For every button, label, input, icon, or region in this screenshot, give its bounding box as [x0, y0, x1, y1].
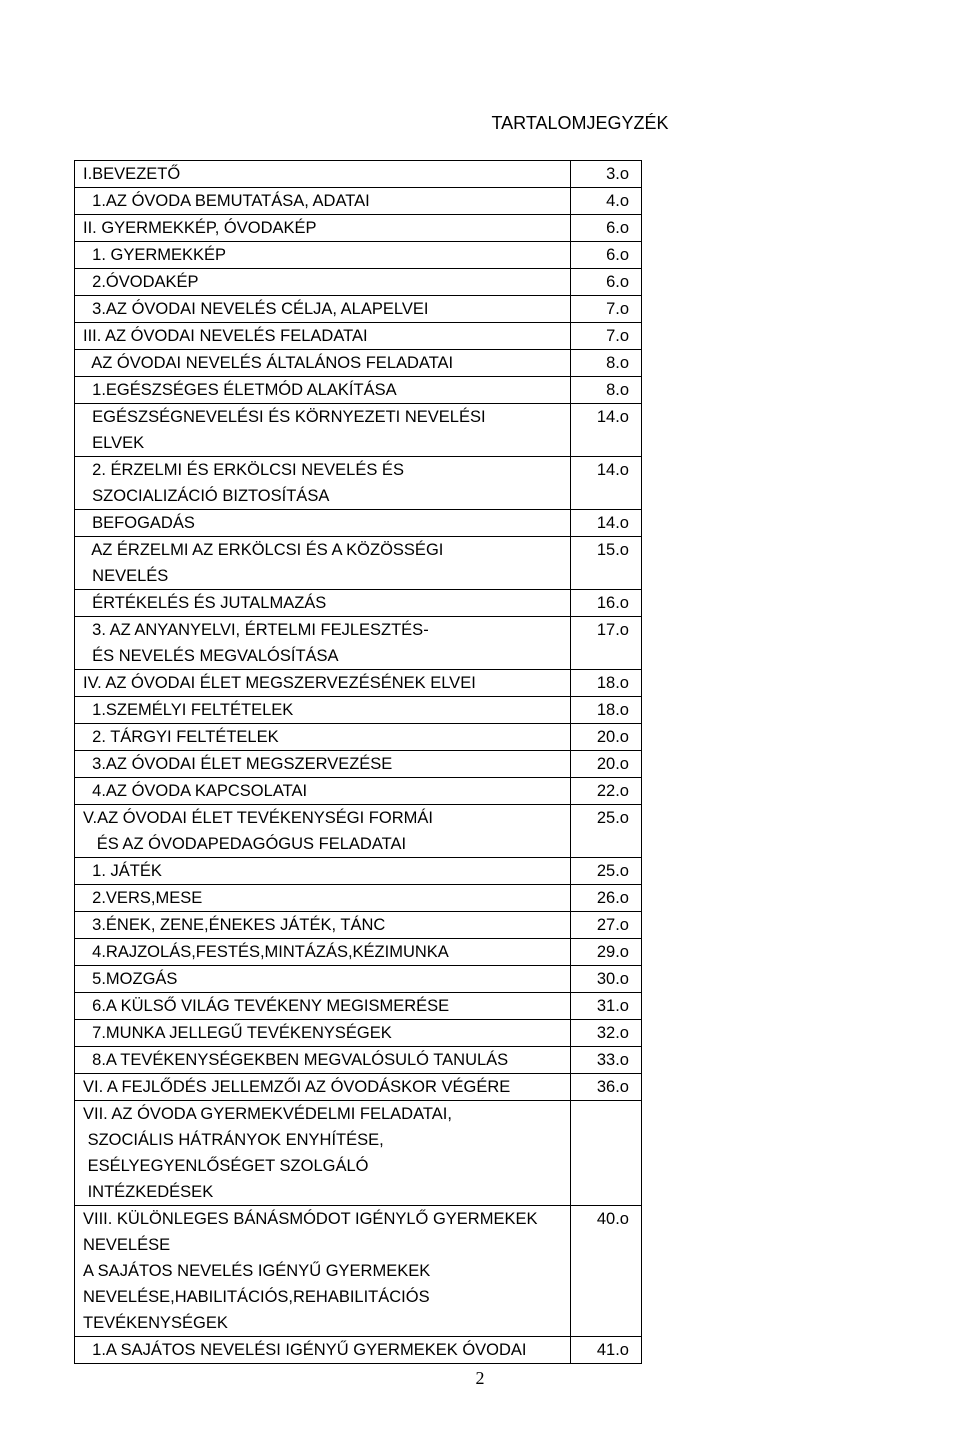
toc-entry-line: 2.ÓVODAKÉP [83, 273, 199, 291]
toc-entry [75, 858, 571, 885]
toc-page-ref: 6.o [571, 269, 642, 296]
toc-row [75, 966, 642, 993]
toc-entry-line: TEVÉKENYSÉGEK [83, 1314, 228, 1332]
toc-entry-line: 3. AZ ANYANYELVI, ÉRTELMI FEJLESZTÉS- [83, 621, 429, 639]
toc-page-ref [571, 1101, 642, 1206]
toc-entry [75, 457, 571, 510]
toc-row [75, 590, 642, 617]
toc-page-ref: 3.o [571, 161, 642, 188]
toc-entry-line: VII. AZ ÓVODA GYERMEKVÉDELMI FELADATAI, [83, 1105, 452, 1123]
toc-row [75, 1101, 642, 1206]
toc-page-ref: 6.o [571, 242, 642, 269]
toc-row [75, 1047, 642, 1074]
toc-entry-line: 2. ÉRZELMI ÉS ERKÖLCSI NEVELÉS ÉS [83, 461, 404, 479]
toc-row [75, 670, 642, 697]
toc-page-ref: 4.o [571, 188, 642, 215]
toc-entry-line: 7.MUNKA JELLEGŰ TEVÉKENYSÉGEK [83, 1024, 392, 1042]
page-number: 2 [475, 1368, 485, 1388]
toc-entry [75, 296, 571, 323]
toc-page-ref: 6.o [571, 215, 642, 242]
toc-page-ref: 32.o [571, 1020, 642, 1047]
toc-page-ref: 31.o [571, 993, 642, 1020]
toc-entry-line: 1.SZEMÉLYI FELTÉTELEK [83, 701, 294, 719]
toc-entry [75, 912, 571, 939]
toc-row [75, 161, 642, 188]
toc-entry [75, 510, 571, 537]
toc-entry-line: BEFOGADÁS [83, 514, 195, 532]
toc-page-ref: 7.o [571, 296, 642, 323]
toc-entry-line: 3.ÉNEK, ZENE,ÉNEKES JÁTÉK, TÁNC [83, 916, 386, 934]
toc-entry [75, 805, 571, 858]
toc-row [75, 323, 642, 350]
toc-entry [75, 751, 571, 778]
toc-page-ref: 7.o [571, 323, 642, 350]
toc-entry-line: ÉS NEVELÉS MEGVALÓSÍTÁSA [83, 647, 339, 665]
toc-entry-line: 5.MOZGÁS [83, 970, 178, 988]
toc-page-ref: 14.o [571, 457, 642, 510]
toc-page-ref: 40.o [571, 1206, 642, 1337]
toc-entry-line: 6.A KÜLSŐ VILÁG TEVÉKENY MEGISMERÉSE [83, 997, 450, 1015]
toc-entry-line: 1.EGÉSZSÉGES ÉLETMÓD ALAKÍTÁSA [83, 381, 397, 399]
toc-entry-line: SZOCIALIZÁCIÓ BIZTOSÍTÁSA [83, 487, 330, 505]
toc-entry-line: ELVEK [83, 434, 145, 452]
toc-entry [75, 778, 571, 805]
toc-page-ref: 27.o [571, 912, 642, 939]
toc-row [75, 1206, 642, 1337]
toc-row [75, 885, 642, 912]
toc-entry-line: 1. GYERMEKKÉP [83, 246, 227, 264]
toc-entry-line: IV. AZ ÓVODAI ÉLET MEGSZERVEZÉSÉNEK ELVEI [83, 674, 476, 692]
toc-row [75, 188, 642, 215]
toc-page-ref: 22.o [571, 778, 642, 805]
toc-row [75, 1337, 642, 1364]
toc-page-ref: 36.o [571, 1074, 642, 1101]
toc-entry-line: I.BEVEZETŐ [83, 165, 181, 183]
toc-page-ref: 41.o [571, 1337, 642, 1364]
toc-row [75, 350, 642, 377]
toc-entry-line: AZ ÉRZELMI AZ ERKÖLCSI ÉS A KÖZÖSSÉGI [83, 541, 444, 559]
toc-row [75, 617, 642, 670]
toc-row [75, 242, 642, 269]
toc-entry [75, 670, 571, 697]
toc-row [75, 1020, 642, 1047]
toc-entry [75, 1020, 571, 1047]
toc-entry-line: 8.A TEVÉKENYSÉGEKBEN MEGVALÓSULÓ TANULÁS [83, 1051, 509, 1069]
toc-page-ref: 20.o [571, 724, 642, 751]
toc-entry [75, 404, 571, 457]
toc-row [75, 724, 642, 751]
toc-page-ref: 33.o [571, 1047, 642, 1074]
toc-entry [75, 939, 571, 966]
toc-page-ref: 25.o [571, 805, 642, 858]
toc-entry [75, 1206, 571, 1337]
toc-entry [75, 885, 571, 912]
toc-entry [75, 242, 571, 269]
toc-entry [75, 993, 571, 1020]
toc-entry-line: VI. A FEJLŐDÉS JELLEMZŐI AZ ÓVODÁSKOR VÉGÉRE [83, 1078, 511, 1096]
toc-entry [75, 350, 571, 377]
toc-row [75, 377, 642, 404]
toc-row [75, 912, 642, 939]
toc-entry-line: II. GYERMEKKÉP, ÓVODAKÉP [83, 219, 317, 237]
toc-entry-line: 3.AZ ÓVODAI ÉLET MEGSZERVEZÉSE [83, 755, 393, 773]
toc-page-ref: 18.o [571, 670, 642, 697]
toc-entry-line: 3.AZ ÓVODAI NEVELÉS CÉLJA, ALAPELVEI [83, 300, 429, 318]
toc-entry [75, 537, 571, 590]
toc-page-ref: 26.o [571, 885, 642, 912]
toc-body [75, 161, 642, 1364]
toc-row [75, 269, 642, 296]
toc-page-ref: 8.o [571, 377, 642, 404]
toc-entry [75, 1047, 571, 1074]
toc-row [75, 404, 642, 457]
toc-row [75, 751, 642, 778]
toc-entry-line: 1. JÁTÉK [83, 862, 162, 880]
toc-entry [75, 188, 571, 215]
toc-entry [75, 724, 571, 751]
toc-entry-line: 4.AZ ÓVODA KAPCSOLATAI [83, 782, 308, 800]
toc-row [75, 858, 642, 885]
toc-page-ref: 16.o [571, 590, 642, 617]
toc-page-ref: 20.o [571, 751, 642, 778]
toc-entry-line: 2.VERS,MESE [83, 889, 203, 907]
toc-row [75, 939, 642, 966]
toc-page-ref: 14.o [571, 510, 642, 537]
toc-row [75, 510, 642, 537]
toc-entry [75, 966, 571, 993]
toc-entry [75, 617, 571, 670]
toc-entry [75, 161, 571, 188]
toc-row [75, 457, 642, 510]
toc-entry-line: NEVELÉSE [83, 1236, 171, 1254]
toc-entry-line: SZOCIÁLIS HÁTRÁNYOK ENYHÍTÉSE, [83, 1131, 384, 1149]
toc-page-ref: 15.o [571, 537, 642, 590]
toc-entry [75, 590, 571, 617]
toc-entry-line: V.AZ ÓVODAI ÉLET TEVÉKENYSÉGI FORMÁI [83, 809, 433, 827]
toc-entry [75, 697, 571, 724]
toc-row [75, 805, 642, 858]
toc-row [75, 993, 642, 1020]
toc-entry-line: INTÉZKEDÉSEK [83, 1183, 214, 1201]
toc-entry-line: III. AZ ÓVODAI NEVELÉS FELADATAI [83, 327, 368, 345]
toc-row [75, 296, 642, 323]
toc-entry [75, 1337, 571, 1364]
toc-entry [75, 1101, 571, 1206]
toc-entry-line: AZ ÓVODAI NEVELÉS ÁLTALÁNOS FELADATAI [83, 354, 454, 372]
toc-entry [75, 215, 571, 242]
toc-page-ref: 14.o [571, 404, 642, 457]
toc-entry-line: NEVELÉSE,HABILITÁCIÓS,REHABILITÁCIÓS [83, 1288, 430, 1306]
toc-page-ref: 30.o [571, 966, 642, 993]
toc-entry-line: 1.A SAJÁTOS NEVELÉSI IGÉNYŰ GYERMEKEK ÓVODAI [83, 1341, 527, 1359]
toc-entry-line: A SAJÁTOS NEVELÉS IGÉNYŰ GYERMEKEK [83, 1262, 431, 1280]
toc-entry [75, 377, 571, 404]
toc-entry-line: EGÉSZSÉGNEVELÉSI ÉS KÖRNYEZETI NEVELÉSI [83, 408, 486, 426]
toc-entry-line: 2. TÁRGYI FELTÉTELEK [83, 728, 279, 746]
toc-entry-line: NEVELÉS [83, 567, 169, 585]
toc-page-ref: 17.o [571, 617, 642, 670]
toc-entry-line: 1.AZ ÓVODA BEMUTATÁSA, ADATAI [83, 192, 370, 210]
toc-entry-line: 4.RAJZOLÁS,FESTÉS,MINTÁZÁS,KÉZIMUNKA [83, 943, 449, 961]
toc-page-ref: 18.o [571, 697, 642, 724]
toc-table [74, 160, 642, 1364]
toc-entry-line: ÉRTÉKELÉS ÉS JUTALMAZÁS [83, 594, 327, 612]
toc-entry [75, 1074, 571, 1101]
toc-entry-line: ÉS AZ ÓVODAPEDAGÓGUS FELADATAI [83, 835, 407, 853]
toc-row [75, 215, 642, 242]
toc-entry-line: ESÉLYEGYENLŐSÉGET SZOLGÁLÓ [83, 1157, 369, 1175]
toc-page-ref: 25.o [571, 858, 642, 885]
toc-entry [75, 323, 571, 350]
page-title: TARTALOMJEGYZÉK [491, 113, 669, 133]
toc-row [75, 778, 642, 805]
toc-page-ref: 29.o [571, 939, 642, 966]
toc-entry-line: VIII. KÜLÖNLEGES BÁNÁSMÓDOT IGÉNYLŐ GYERMEKEK [83, 1210, 538, 1228]
toc-row [75, 1074, 642, 1101]
toc-entry [75, 269, 571, 296]
toc-row [75, 697, 642, 724]
toc-page-ref: 8.o [571, 350, 642, 377]
toc-row [75, 537, 642, 590]
